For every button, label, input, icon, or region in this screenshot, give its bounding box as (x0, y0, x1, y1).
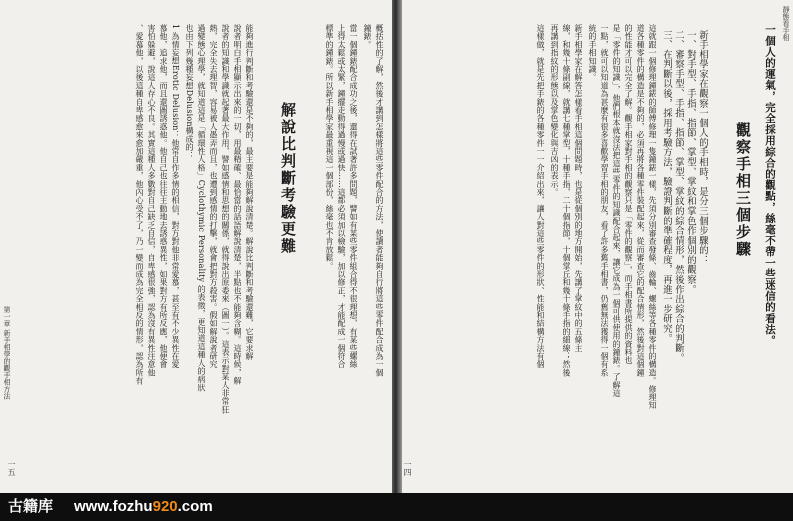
left-bottom-col-1: 說者明白手相顯示出來的一切，用最精確、最恰當的話語解說清楚，半點也不能夠含糊。這時候，解 (233, 24, 242, 385)
right-body-col-0: 新手相學家在觀察一個人的手相時，是分三個步驟的： (697, 30, 708, 265)
watermark-footer (0, 493, 793, 521)
footer-brand: 古籍库 (8, 498, 54, 515)
left-bottom-col-3: 熱，完全失去理智，容易被人愚弄而且，也遭到感情的打擊，就會把對方殺害。假如解說者研究 (209, 24, 218, 369)
right-body-col-12: 再講到指紋的形態以及掌色變化與吉凶的表示。 (550, 24, 559, 197)
right-intro-line: 一個人的運氣，完全採用綜合的觀點，絲毫不帶一些迷信的看法。 (764, 24, 776, 346)
right-running-head: 靜態看手相 (782, 6, 790, 41)
footer-url-number: 920 (152, 498, 178, 515)
right-body-col-13: 這樣做，就是先把手錶的各種零件一一介紹出來，讓人對這些零件的形狀、性能和結構方法有個 (536, 24, 545, 369)
left-top-col-0: 概括性的了解，然後才講到怎樣將這些零件配合的方法，使讀者能夠自行將這些零件配合成為一個 (375, 24, 384, 377)
left-top-col-4: 標準的鐘錶。所以新手相學家最重視這一個部份，絲毫也不肯放鬆。 (325, 24, 334, 270)
footer-url-suffix: .com (177, 498, 213, 515)
left-bottom-col-7: 慕他，追求他，而且還圖誘惑他。他自己也往往主動地去誘惑異性，如果對方有所反應，他便會 (159, 24, 168, 369)
left-bottom-col-0: 能夠進行判斷和考驗還是不夠的，最主要是能夠解說清楚。解說比判斷和考驗還難，它要求解 (245, 24, 254, 361)
right-body-col-4: 這就跟一個修理鐘錶的師傅修理一隻鐘錶一樣，先須分別審查發條、齒輪、螺絲等各種零件的構造。修理知 (648, 24, 657, 410)
section-title: 解說比判斷考驗更難 (279, 102, 297, 255)
footer-url-prefix: www.fozhu (74, 498, 153, 515)
right-body-col-9: 統的手相知識。 (588, 24, 597, 82)
left-bottom-col-4: 過變態心理學，就知道這是「循環性人格」Cyclothymic Personality 的表徵，更知道這種人的病狀 (197, 24, 206, 392)
left-bottom-col-2: 說者的知識和學識就起著最大作用，譬如感情和思想的關係，就得說出原委來（圖一）。這表示對某人非常狂 (221, 24, 230, 414)
left-bottom-col-5: 也由下列幾種妄想Delusion構成的： (185, 24, 194, 160)
right-page (398, 0, 793, 493)
right-body-col-3: 三、在判斷以後，採用考驗方法，驗證判斷的準確程度，再進一步研究。 (661, 30, 672, 344)
right-body-col-6: 的性能才可以完全了解。觀手相家對手相的觀察只是「零件的觀察」，而手相書所提供的資料也 (624, 24, 633, 365)
left-top-col-2: 當一個鐘錶配合成功之後，還得在試著許多問題，譬如有某些零件組合得不很理想，有某些螺絲 (349, 24, 358, 369)
left-bottom-col-8: 害怕躲避，說這人存心不良。其實這種人多數對自己缺乏自信，自卑感很強，認為沒有異性注意他 (147, 24, 156, 377)
right-body-col-8: 一點，就可以知道為甚麼有很多喜歡學習手相的朋友，看了許多舊手相書，仍舊無法獲得一個有系 (600, 24, 609, 377)
footer-url[interactable] (74, 493, 213, 521)
right-body-col-1: 一、對手型、手指、指節、掌型、掌紋和掌色作個別的觀察。 (685, 30, 696, 295)
left-running-head: 第一章 新手相學的觀手相方法 (3, 306, 11, 400)
left-top-col-3: 上得太鬆或太緊，鐘擺走動得過慢或過快……這都必須加以檢驗，加以修正，才能配成一個符合 (337, 24, 346, 369)
left-bottom-col-9: 、愛慕他，以後這種自卑感愈來愈加嚴重，他內心受不了，乃一變而成為完全相反的情形，認為所有 (135, 24, 144, 385)
left-top-col-1: 鐘錶。 (363, 24, 372, 49)
right-body-col-5: 道各種零件的構造是不夠的，必須再將各種零件裝配起來，從而審查它的配合情形，然後對這個鐘 (636, 24, 645, 377)
left-bottom-col-6: 1 為情妄想Erotic Delusion：他常自作多情的相信，對方對他非常愛慕，甚至有不少異性在愛 (171, 24, 180, 369)
left-page-number: 一五 (7, 460, 16, 476)
right-body-col-7: 是「零件的知識」，他們根本就沒法把這些零件的知識配合起來，讓它成為一個可供使用的鐘錶。了解這 (612, 24, 621, 398)
chapter-title: 觀察手相三個步驟 (734, 122, 752, 258)
right-body-col-10: 新手相學家在解答怎樣看手相這個問題時，也是從個別的地方開始，先講了掌紋中的五條主 (574, 24, 583, 352)
right-body-col-2: 二、審察手型、手指、指節、掌型、掌紋的綜合情形，然後作出綜合的判斷。 (673, 30, 684, 363)
right-page-number: 一四 (403, 460, 412, 476)
left-page (0, 0, 392, 493)
right-body-col-11: 線，和幾十條副線，就講七種掌型，十種手指，二十個指節，十個掌丘和幾十條手指的細線；然後 (562, 24, 571, 377)
